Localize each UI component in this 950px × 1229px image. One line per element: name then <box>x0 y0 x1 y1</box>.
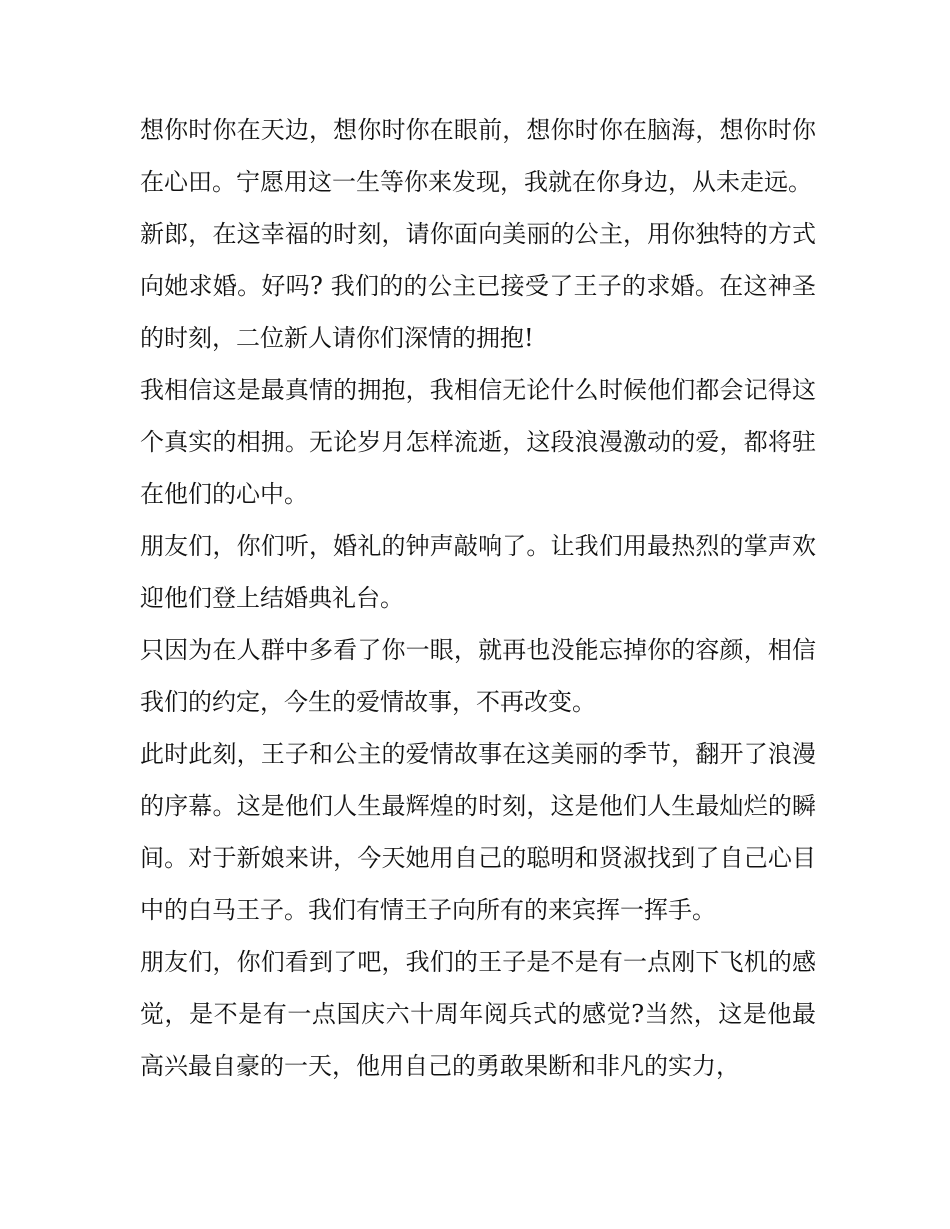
paragraph-7: 朋友们，你们看到了吧，我们的王子是不是有一点刚下飞机的感觉，是不是有一点国庆六十周年阅兵式的感觉?当然，这是他最高兴最自豪的一天，他用自己的勇敢果断和非凡的实力， <box>140 948 816 1080</box>
document-body <box>140 104 816 1092</box>
paragraph-3: 我相信这是最真情的拥抱，我相信无论什么时候他们都会记得这个真实的相拥。无论岁月怎样流逝，这段浪漫激动的爱，都将驻在他们的心中。 <box>140 376 816 508</box>
paragraph-1: 想你时你在天边，想你时你在眼前，想你时你在脑海，想你时你在心田。宁愿用这一生等你来发现，我就在你身边，从未走远。 <box>140 116 816 196</box>
paragraph-6: 此时此刻，王子和公主的爱情故事在这美丽的季节，翻开了浪漫的序幕。这是他们人生最辉煌的时刻，这是他们人生最灿烂的瞬间。对于新娘来讲，今天她用自己的聪明和贤淑找到了自己心目中的白马王子。我们有情王子向所有的来宾挥一挥手。 <box>140 740 816 924</box>
paragraph-2: 新郎，在这幸福的时刻，请你面向美丽的公主，用你独特的方式向她求婚。好吗? 我们的的公主已接受了王子的求婚。在这神圣的时刻，二位新人请你们深情的拥抱! <box>140 220 816 352</box>
paragraph-4: 朋友们，你们听，婚礼的钟声敲响了。让我们用最热烈的掌声欢迎他们登上结婚典礼台。 <box>140 532 816 612</box>
paragraph-5: 只因为在人群中多看了你一眼，就再也没能忘掉你的容颜，相信我们的约定，今生的爱情故事，不再改变。 <box>140 636 816 716</box>
